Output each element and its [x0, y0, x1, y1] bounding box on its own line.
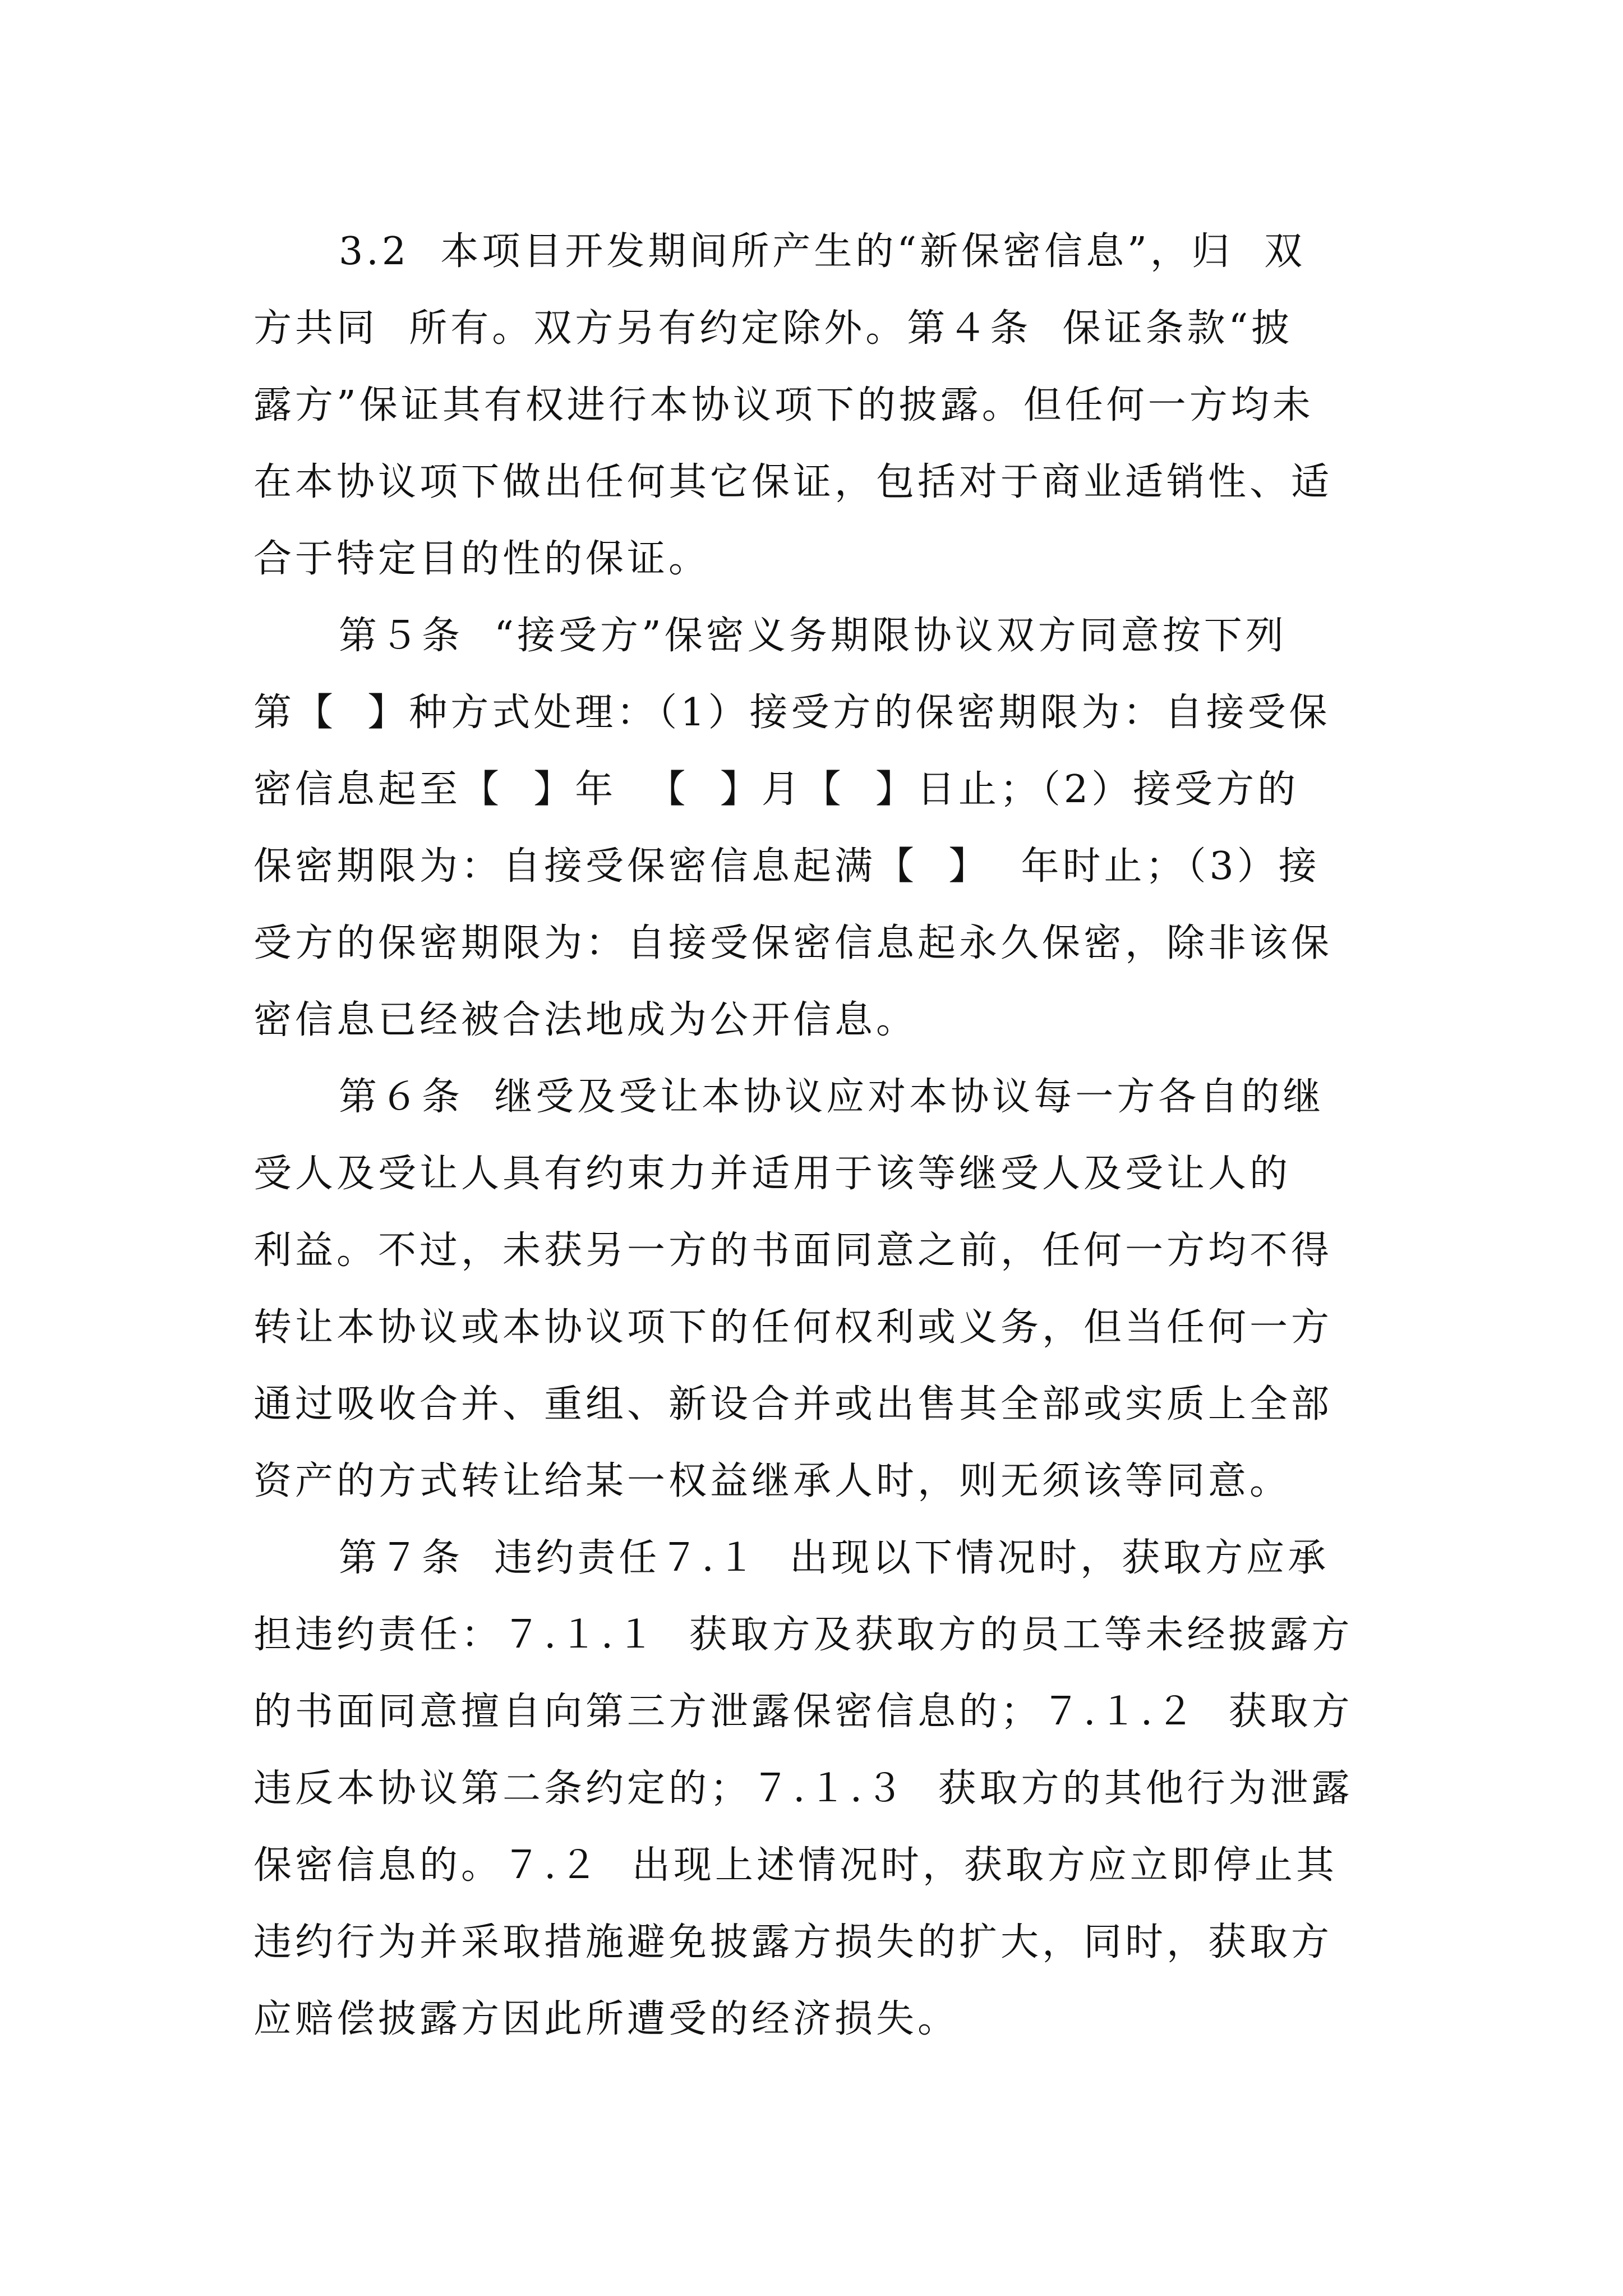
text-line: 资产的方式转让给某一权益继承人时，则无须该等同意。: [253, 1459, 1292, 1503]
document-body: [253, 213, 1386, 2058]
text-line: 密信息已经被合法地成为公开信息。: [253, 998, 918, 1042]
text-line: 的书面同意擅自向第三方泄露保密信息的；７.１.２ 获取方: [253, 1690, 1353, 1734]
article-6-paragraph: [253, 1059, 1386, 1520]
article-5-paragraph: [253, 597, 1386, 1059]
text-line: 合于特定目的性的保证。: [253, 537, 711, 581]
text-line: 保密期限为：自接受保密信息起满【 】 年时止；（3）接: [253, 844, 1320, 889]
text-line: 利益。不过，未获另一方的书面同意之前，任何一方均不得: [253, 1228, 1333, 1273]
text-line: 担违约责任：７.１.１ 获取方及获取方的员工等未经披露方: [253, 1613, 1353, 1657]
text-line: 违约行为并采取措施避免披露方损失的扩大，同时，获取方: [253, 1920, 1333, 1964]
text-line: 应赔偿披露方因此所遭受的经济损失。: [253, 1997, 960, 2041]
text-line: 受人及受让人具有约束力并适用于该等继受人及受让人的: [253, 1152, 1292, 1196]
text-line: 第【 】种方式处理：（1）接受方的保密期限为：自接受保: [253, 691, 1331, 735]
text-line: 违反本协议第二条约定的；７.１.３ 获取方的其他行为泄露: [253, 1766, 1353, 1811]
article-7-paragraph: [253, 1520, 1386, 2058]
text-line: 第７条 违约责任７.１ 出现以下情况时，获取方应承: [339, 1536, 1330, 1580]
text-line: 第６条 继受及受让本协议应对本协议每一方各自的继: [339, 1075, 1325, 1119]
text-line: 露方”保证其有权进行本协议项下的披露。但任何一方均未: [253, 383, 1314, 427]
clause-3-2-paragraph: [253, 213, 1386, 597]
text-line: 转让本协议或本协议项下的任何权利或义务，但当任何一方: [253, 1305, 1333, 1350]
text-line: 受方的保密期限为：自接受保密信息起永久保密，除非该保: [253, 921, 1333, 965]
text-line: 第５条 “接受方”保密义务期限协议双方同意按下列: [339, 614, 1287, 658]
text-line: 在本协议项下做出任何其它保证，包括对于商业适销性、适: [253, 460, 1333, 504]
text-line: 通过吸收合并、重组、新设合并或出售其全部或实质上全部: [253, 1382, 1333, 1427]
text-line: 3.2 本项目开发期间所产生的“新保密信息”，归 双: [339, 229, 1306, 274]
text-line: 密信息起至【 】年 【 】月【 】日止；（2）接受方的: [253, 767, 1299, 812]
text-line: 方共同 所有。双方另有约定除外。第４条 保证条款“披: [253, 306, 1293, 351]
text-line: 保密信息的。７.２ 出现上述情况时，获取方应立即停止其: [253, 1843, 1338, 1888]
